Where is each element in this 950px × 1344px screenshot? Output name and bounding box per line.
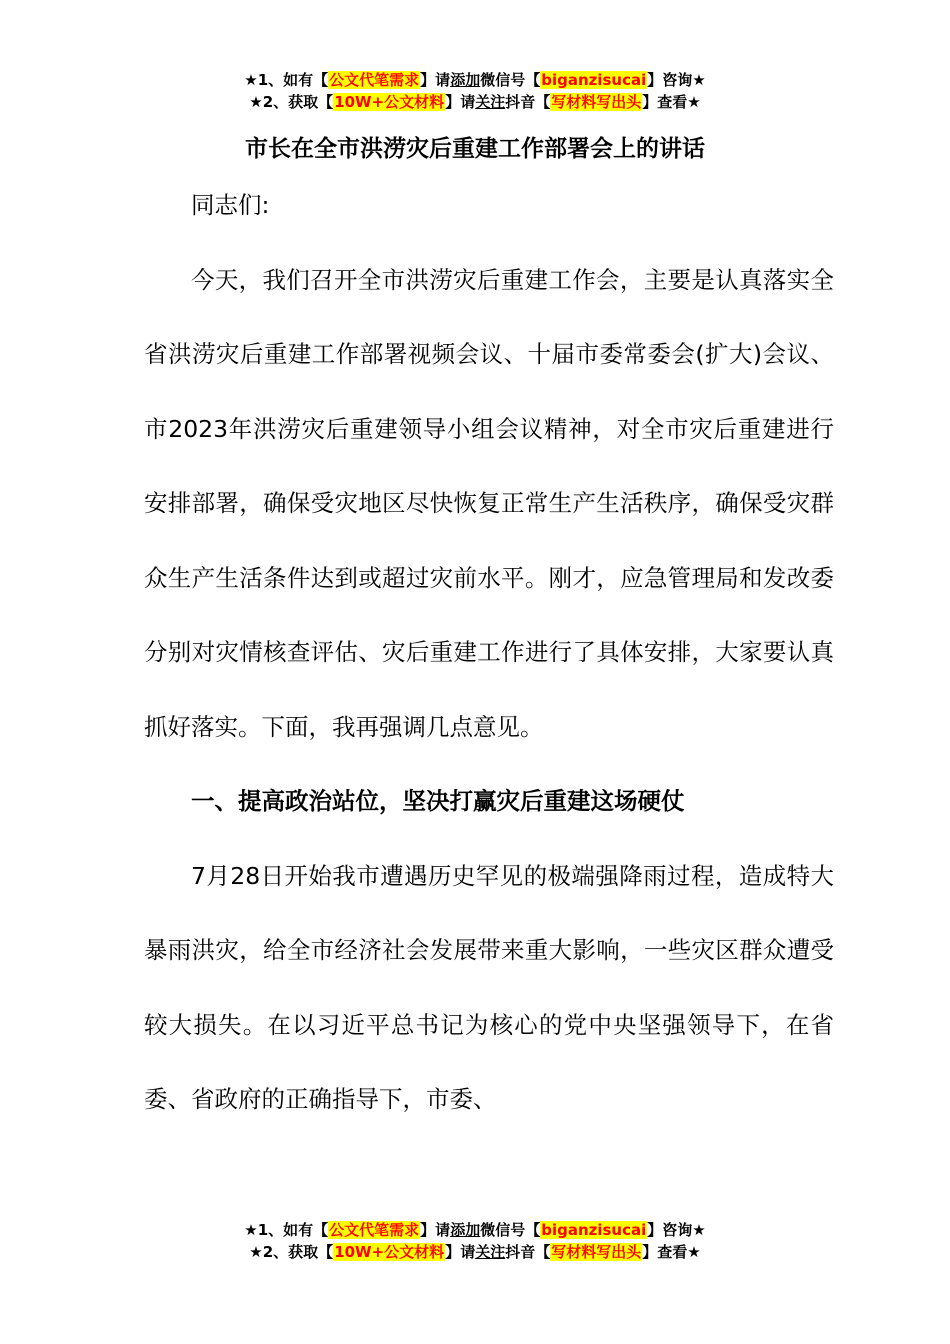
paragraph-intro: 今天，我们召开全市洪涝灾后重建工作会，主要是认真落实全省洪涝灾后重建工作部署视频会议、十届市委常委会(扩大)会议、市2023年洪涝灾后重建领导小组会议精神，对全市灾后重建进行安排部署，确保受灾地区尽快恢复正常生产生活秩序，确保受灾群众生产生活条件达到或超过灾前水平。刚才，应急管理局和发改委分别对灾情核查评估、灾后重建工作进行了具体安排，大家要认真抓好落实。下面，我再强调几点意见。 bbox=[144, 265, 834, 741]
promo-text: ★2、获取【 bbox=[249, 93, 334, 111]
document-title: 市长在全市洪涝灾后重建工作部署会上的讲话 bbox=[245, 136, 705, 162]
promo-wechat-id: biganzisucai bbox=[541, 1221, 647, 1239]
promo-douyin-id: 写材料写出头 bbox=[551, 1243, 642, 1261]
promo-text: 】请 bbox=[420, 1221, 451, 1239]
document-body bbox=[144, 168, 834, 1137]
promo-underlined: 添加 bbox=[450, 1221, 481, 1239]
section-heading: 一、提高政治站位，坚决打赢灾后重建这场硬仗 bbox=[191, 787, 685, 815]
promo-text: 】查看★ bbox=[642, 1243, 701, 1261]
promo-line-1 bbox=[0, 69, 950, 91]
promo-notice-top bbox=[0, 69, 950, 113]
promo-douyin-id: 写材料写出头 bbox=[551, 93, 642, 111]
promo-highlight: 公文代笔需求 bbox=[329, 71, 420, 89]
promo-highlight: 10W+公文材料 bbox=[334, 93, 445, 111]
promo-underlined: 添加 bbox=[450, 71, 481, 89]
promo-highlight: 公文代笔需求 bbox=[329, 1221, 420, 1239]
salutation: 同志们: bbox=[191, 191, 270, 219]
promo-highlight: 10W+公文材料 bbox=[334, 1243, 445, 1261]
promo-underlined: 关注 bbox=[475, 93, 506, 111]
promo-text: 抖音【 bbox=[505, 93, 551, 111]
promo-text: 】请 bbox=[445, 93, 476, 111]
promo-line-1 bbox=[0, 1219, 950, 1241]
promo-text: 】咨询★ bbox=[647, 1221, 706, 1239]
promo-line-2 bbox=[0, 1241, 950, 1263]
promo-text: 】请 bbox=[445, 1243, 476, 1261]
promo-text: ★1、如有【 bbox=[244, 1221, 329, 1239]
promo-text: 抖音【 bbox=[505, 1243, 551, 1261]
promo-line-2 bbox=[0, 91, 950, 113]
paragraph-section1: 7月28日开始我市遭遇历史罕见的极端强降雨过程，造成特大暴雨洪灾，给全市经济社会发展带来重大影响，一些灾区群众遭受较大损失。在以习近平总书记为核心的党中央坚强领导下，在省委、省政府的正确指导下，市委、 bbox=[144, 861, 834, 1113]
promo-text: ★2、获取【 bbox=[249, 1243, 334, 1261]
promo-text: 微信号【 bbox=[480, 71, 541, 89]
promo-wechat-id: biganzisucai bbox=[541, 71, 647, 89]
promo-underlined: 关注 bbox=[475, 1243, 506, 1261]
promo-text: ★1、如有【 bbox=[244, 71, 329, 89]
promo-text: 】咨询★ bbox=[647, 71, 706, 89]
promo-text: 】请 bbox=[420, 71, 451, 89]
promo-notice-bottom bbox=[0, 1219, 950, 1263]
promo-text: 微信号【 bbox=[480, 1221, 541, 1239]
promo-text: 】查看★ bbox=[642, 93, 701, 111]
